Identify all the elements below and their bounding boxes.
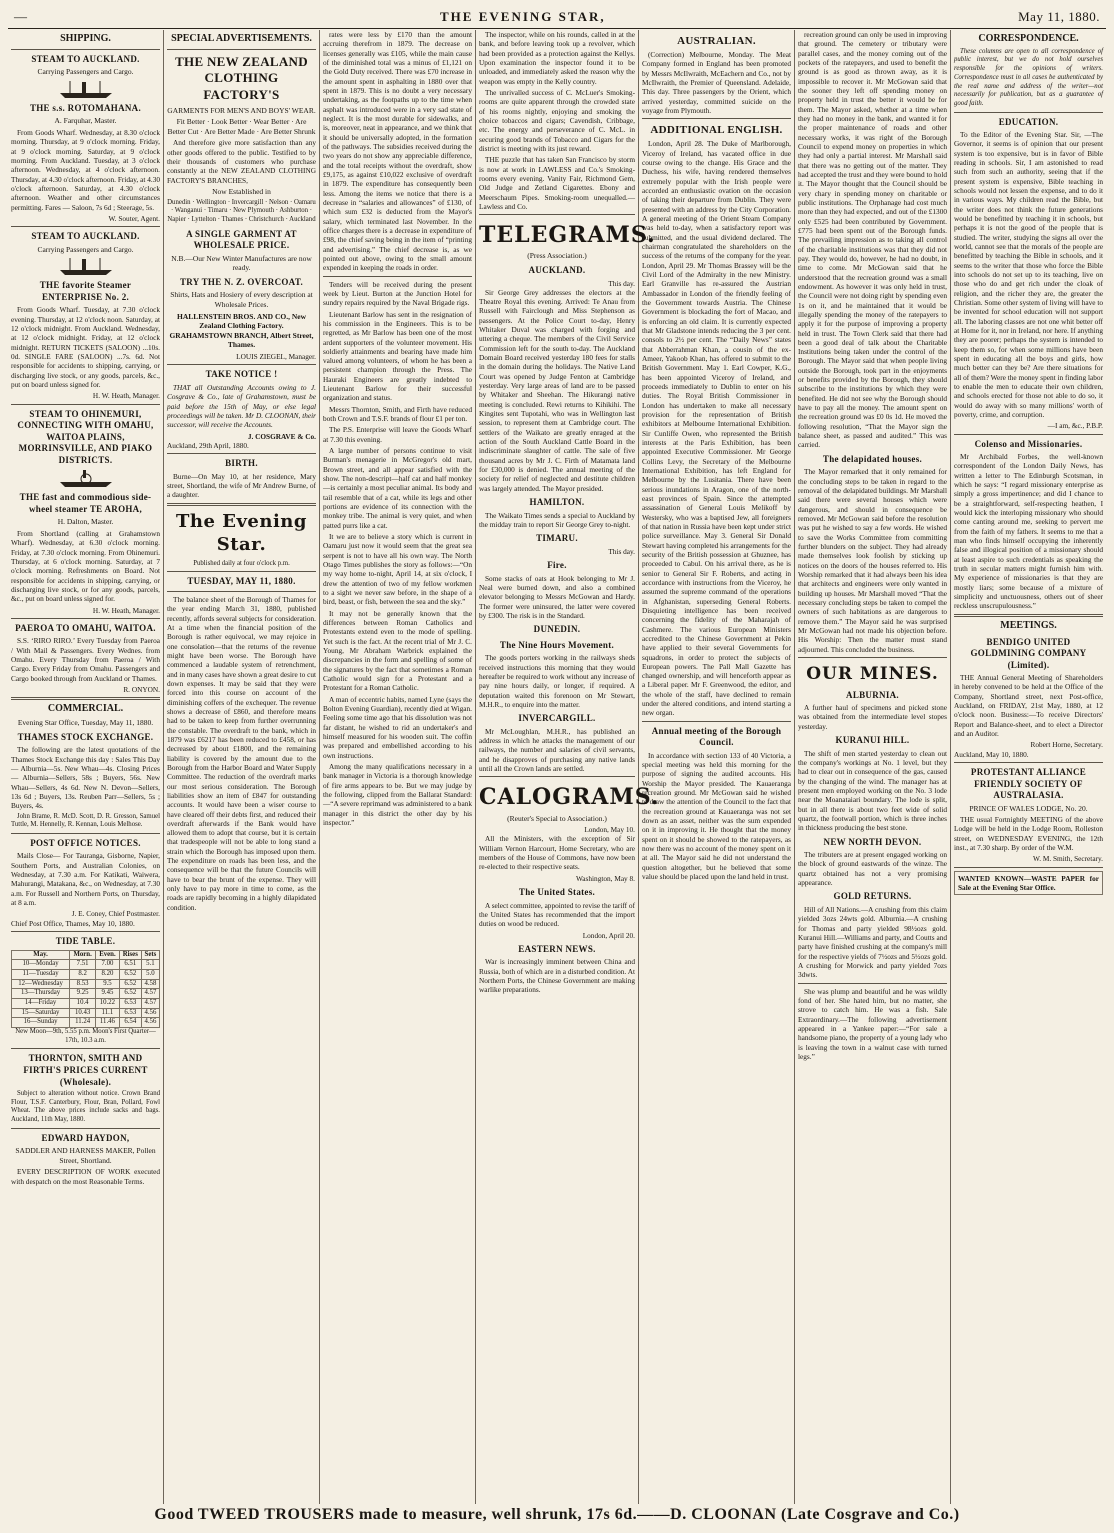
paper-subtitle: Published daily at four o'clock p.m. — [193, 559, 290, 567]
tide-cell: 7.51 — [70, 960, 96, 970]
ad-agent: R. ONYON. — [123, 685, 160, 695]
tide-cell: 13—Thursday — [12, 989, 70, 999]
tide-cell: 5.1 — [141, 960, 159, 970]
ad-body: From Goods Wharf. Wednesday, at 8.30 o'clock morning. Thursday, at 9 o'clock morning. Friday, at 9 o'clock morning. Saturday, at 9 o'clock morning. From Auckland. Tuesday, at 3 o'clock afternoon. Wednesday, at 4 o'clock afternoon. Thursday, at 4.30 o'clock afternoon. Friday, at 4.30 o'clock afternoon. Saturday, at 4.30 o'clock afternoon. Weather and other circumstances permitting. Fares — Saloon, 7s 6d ; Steerage, 5s. — [11, 128, 160, 212]
mine-kuranui: KURANUI HILL. — [835, 735, 910, 746]
nz-nb: N.B.—Our New Winter Manufactures are now ready. — [171, 253, 312, 273]
nz-single-garment: A SINGLE GARMENT AT WHOLESALE PRICE. — [186, 228, 297, 251]
colenso-heading: Colenso and Missionaries. — [974, 438, 1083, 449]
tide-cell: 9.45 — [96, 989, 120, 999]
column-2 — [164, 30, 320, 1504]
ad-body: From Shortland (calling at Grahamstown Wharf). Wednesday, at 6.30 o'clock morning. Friday, at 7.30 o'clock morning. From Ohinemuri. Thursday, at 6 o'clock morning. Saturday, at 7 o'clock morning. Refreshments on Board. Not responsible for accidents in shipping, carrying, or discharging live stock, or for any goods, parcels, &c., put on board unless signed for. — [11, 528, 160, 604]
australian-body: (Correction) Melbourne, Monday. The Meat Company formed in England has been promoted by Messrs McIlwraith, McEachern and Co., not by McIlwraith, the Premier of Queensland. Adelaide, This day. Three passengers by the Orient, which arrived yesterday, committed suicide on the voyage from Plymouth. — [642, 50, 791, 116]
telegram-body: The goods porters working in the railways sheds received instructions this morning that they would hereafter be required to work without any increase of pay nine hours daily, or longer, if required. A deputation waited this forenoon on Mr Stewart, M.H.R., to enquire into the matter. — [479, 653, 635, 709]
tide-header-cell: May. — [12, 950, 70, 960]
protestant-sign: W. M. Smith, Secretary. — [1033, 854, 1103, 864]
gold-returns-heading: GOLD RETURNS. — [833, 891, 912, 902]
table-row — [12, 969, 160, 979]
tide-header-cell: Sets — [141, 950, 159, 960]
post-office-title: POST OFFICE NOTICES. — [30, 837, 141, 848]
masthead-date: May 11, 1880. — [1018, 9, 1100, 24]
united-states-heading: The United States. — [518, 887, 596, 898]
footer-advert: Good TWEED TROUSERS made to measure, well shrunk, 17s 6d.——D. CLOONAN (Late Cosgrave and Co.) — [154, 1506, 960, 1523]
tide-cell: 8.2 — [70, 969, 96, 979]
broker-list: John Brame, R. McD. Scott, D. R. Gresson, Samuel Tuttle, M. Hennelly, R. Kennan, Louis Melhose. — [11, 812, 160, 829]
tide-cell: 4.57 — [141, 999, 159, 1009]
news-item: It we are to believe a story which is current in Oamaru just now it would seem that the great sea serpent is not to have all his own way. The North Otago Times publishes the story as follows:—“On my way home to-night, April 14, at six o'clock, I drew the attention of two of my fellow workmen to a sight we never saw before, in the shape of a bird, beast, or fish, between the sea and the sky.” — [323, 532, 472, 607]
colenso-body: Mr Archibald Forbes, the well-known correspondent of the London Daily News, has written a letter to The Edinburgh Scotsman, in which he says: “I regard missionary enterprise as simply a gross impertinence; and did I chance to be a straightforward, self-respecting heathen, I would kick the interloping missionary who should come canting around me, seeking to pervert me from the faith of my fathers. It seems to me that a man who finds himself occupying the inherently false and illogical position of a missionary should at least aspire to such credentials as speaking the truth in secular matters might furnish him with. My experience of missionaries is that they are mostly liars; some because of a mixture of simplicity and unctuousness, others out of sheer reckless unscrupulousness.” — [954, 452, 1103, 611]
gold-returns-body: Hill of All Nations.—A crushing from this claim yielded 3ozs 24wts gold. Alburnia.—A crushing for Thomas and party yielded 98½ozs gold. Kuranui Hill.—Williams and party, and Coutts and party have finished crushing at the company's mill for the respective yields of 7½ozs and 5½ozs gold. A crushing for Morwick and party yielded 7ozs 3dwts. — [798, 904, 947, 980]
dateline-timaru: TIMARU. — [536, 533, 578, 544]
dateline-invercargill: INVERCARGILL. — [518, 713, 596, 724]
ad-body: From Goods Wharf. Tuesday, at 7.30 o'clock evening. Thursday, at 12 o'clock noon. Saturday, at 12 o'clock midnight. From Auckland. Wednesday, at 12 o'clock midnight. Friday, at 12 o'clock midnight. RETURN TICKETS (SALOON) ...10s. 0d. SINGLE FARE (SALOON) ...7s. 6d. Not responsible for accidents to shipping, carrying, or discharging live stock, or any goods, parcels, &c., put on board unless signed for. — [11, 305, 160, 390]
tide-table — [11, 950, 160, 1029]
table-row — [12, 960, 160, 970]
mine-new-north-devon: NEW NORTH DEVON. — [823, 836, 922, 847]
news-item: A man of eccentric habits, named Lyne (says the Bolton Evening Guardian), recently died at Wigan. Feeling some time ago that his dissolution was not far distant, he wished to rid an undertaker's and himself measured for his wooden suit. The coffin was prepared and embellished according to his own instructions. — [323, 694, 472, 760]
nz-clothing-title: THE NEW ZEALAND CLOTHING FACTORY'S — [175, 53, 308, 103]
our-mines-heading: OUR MINES. — [806, 663, 939, 684]
telegrams-heading: TELEGRAMS. — [479, 222, 656, 249]
education-sign: —I am, &c., P.B.P. — [1047, 421, 1103, 431]
tide-cell: 6.52 — [119, 969, 141, 979]
tide-table-header — [12, 950, 160, 960]
table-row — [12, 999, 160, 1009]
steamship-icon — [56, 256, 116, 276]
prices-body: Subject to alteration without notice. Crown Brand Flour, T.S.F. Canterbury, Flour, Bran, Pollard, Fowl Wheat. The above prices include sacks and bags. Auckland, 11th May, 1880. — [11, 1090, 160, 1124]
moon-phases: New Moon—9th, 5.55 p.m. Moon's First Quarter—17th, 10.3 a.m. — [15, 1028, 156, 1044]
mine-body: The tributers are at present engaged working on the block of ground eastwards of the winze. The quartz obtained has not a very promising appearance. — [798, 850, 947, 888]
ad-title: STEAM TO AUCKLAND. — [31, 231, 140, 242]
table-row — [12, 1008, 160, 1018]
news-item: The P.S. Enterprise will leave the Goods Wharf at 7.30 this evening. — [323, 425, 472, 444]
tide-cell: 9.25 — [70, 989, 96, 999]
ship-name: THE favorite Steamer ENTERPRISE No. 2. — [39, 280, 132, 302]
ad-subtitle: Carrying Passengers and Cargo. — [37, 67, 134, 77]
dateline-washington: Washington, May 8. — [576, 873, 635, 883]
haydon-body: SADDLER AND HARNESS MAKER, Pollen Street, Shortland. — [15, 1146, 156, 1165]
tide-cell: 11.46 — [96, 1018, 120, 1028]
cable-body: All the Ministers, with the exception of Sir William Vernon Harcourt, Home Secretary, who are members of the House of Commons, have now been re-elected to their respective seats. — [479, 834, 635, 872]
ship-name: THE s.s. ROTOMAHANA. — [29, 102, 142, 113]
tide-cell: 5.0 — [141, 969, 159, 979]
section-shipping: SHIPPING. — [60, 33, 111, 44]
ad-body: S.S. ‘RIRO RIRO.’ Every Tuesday from Paeroa / With Mail & Passengers. Every Wednes. from Omahu. Every Thursday from Paeroa / With Cargo. Every Friday from Omahu. Passengers and Cargo booked through from Auckland or Thames. — [11, 636, 160, 683]
birth-body: Burne—On May 10, at her residence, Mary street, Shortland, the wife of Mr Andrew Burne, of a daughter. — [167, 471, 316, 500]
education-letter: To the Editor of the Evening Star. Sir, —The Governor, it seems is of opinion that our present system is too expensive, but is in favor of Bible reading in schools. Sir, I am astonished to read such from such an authority, seeing that if the present system is expensive, Bible teaching in schools would not lessen the expense, and to do it in various ways. My children read the Bible, but the writer does not think the future generations would be benefitted by teaching it in schools, but perhaps it is not the good of the people that is studied. The writer, studying the signs all over the world, cannot see that the morals of the people are benefitted by teaching the Bible in schools, and it seems to the writer that those who force the Bible into schools do not set up to its teaching, live on those who do and get rich under the cloak of religion, and the richer they are, the greater the Christian. Some other system of living will have to be invented for school education will not support all. The laboring classes are not one whit better off at Home for it, nor in Ireland, nor here. If anything they are poorer; perhaps the system is intended to keep them so, for when some millions have been spent in educating all the boys and girls, how much better can they be? Are there situations for all of them? Were the money spent in finding labor to enable the men to educate their own children, and schools erected for those not able to do so, it would do away with so many millions' worth of poverty, crime, and corruption. — [954, 130, 1103, 419]
council-continued: recreation ground can only be used in improving that ground. The cemetery or tributary were parallel cases, and the money coming out of the pockets of the ratepayers, and used to benefit the ground is as good as thrown away, as it is impossible to recover it. Mr McGowan said that the sooner they left off spending money on property held in trust the better it would be for them. The Mayor asked, whether at a time when they had no money in the bank, and wanted it for the proper maintenance of roads and other necessary works, it was right of the Borough Council to expend money on properties in which they had only a partial interest. Mr Marshall said that there was no getting out of the matter. They had accepted the trust and they were bound to hold it. The Mayor thought that the Council should be very chary in spending money on charitable or public institutions. The Orphanage had cost much more than they had expected, and out of the £1300 only £525 had been contributed by Government. £775 had been spent out of the Borough funds. The prevailing impression as to taking all control of the charitable institutions was that they did not pay. They would do, however, he had no doubt, in time to come. Mr McGowan said that he understood that the recreation ground was a small endowment. As however it was only held in trust, the Council were not doing right by spending even 1s on it, and he maintained that it would be illegally spending the money of the ratepayers to apply it for the purpose of improving a property held in trust. The Town Clerk said that there had been a good deal of talk about the Charitable Institutions being taken under the control of the Borough. The Mayor said that when people living outside the Borough, took part in the enjoyments or benefits provided by the Borough, they should subscribe to the institutions by which they were benefited. He did not see why the Borough should have to pay all the money. The amount spent on the recreation ground was £0 0s 1d. He moved the following resolution, “That the Mayor sign the balance sheet, as passed and audited.” This was carried. — [798, 30, 947, 450]
tide-cell: 4.56 — [141, 1008, 159, 1018]
misc-paragraph: She was plump and beautiful and he was wildly fond of her. She hated him, but no matter, she strove to catch him. He was a fish. Sale Extraordinary.—The following advertisement appeared in a Yankee paper:—“For sale a handsome piano, the property of a young lady who is leaving the town in a walnut case with turned legs.” — [798, 986, 947, 1061]
telegram-body: Mr McLoughlan, M.H.R., has published an address in which he attacks the management of our railways, the number and salaries of civil servants, and he disapproves of purchasing any native lands until all the Crown lands are settled. — [479, 726, 635, 774]
work-ad: EVERY DESCRIPTION OF WORK executed with despatch on the most Reasonable Terms. — [11, 1167, 160, 1186]
tide-cell: 10—Monday — [12, 960, 70, 970]
bendigo-title: BENDIGO UNITED GOLDMINING COMPANY (Limited). — [970, 636, 1087, 670]
notice-sign: J. COSGRAVE & Co. — [247, 431, 316, 441]
tide-cell: 7.00 — [96, 960, 120, 970]
mine-body: A further haul of specimens and picked stone was obtained from the intermediate level stopes yesterday. — [798, 703, 947, 731]
nz-clothing-body: And therefore give more satisfaction than any other goods offered to the public. Testified to by their thousands of customers who purchase constantly at the NEW ZEALAND CLOTHING FACTORY'S BRANCHES, — [167, 138, 316, 185]
steamship-icon — [56, 468, 116, 488]
commercial-dateline: Evening Star Office, Tuesday, May 11, 1880. — [17, 718, 154, 728]
tide-cell: 6.52 — [119, 989, 141, 999]
dateline-london: London, April 20. — [582, 930, 635, 940]
steamship-icon — [56, 79, 116, 99]
dateline-hamilton: HAMILTON. — [529, 497, 585, 508]
columns — [8, 30, 1106, 1504]
column-5 — [639, 30, 795, 1504]
exchange-title: THAMES STOCK EXCHANGE. — [17, 731, 154, 742]
tide-header-cell: Even. — [96, 950, 120, 960]
news-item: It may not be generally known that the differences between Roman Catholics and Protestants extend even to the mode of spelling. Yet such is the fact. At the recent trial of Mr J. C. Young, Mr Abraham Warbrick explained the discrepancies in the form and spelling of some of the signatures by the fact that sometimes a Roman Catholic would sign for a Protestant and a Protestant for a Roman Catholic. — [323, 608, 472, 693]
puzzle-ad: THE puzzle that has taken San Francisco by storm is now at work in LAWLESS and Co.'s Smoking-rooms every evening. Vanity Fair, Richmond Gem, Old Judge and Zetland Cigarettes. Ebony and Meerschaum Pipes. Smoking-room unequalled.—Lawless and Co. — [479, 155, 635, 211]
tide-cell: 4.57 — [141, 989, 159, 999]
masthead-title: THE EVENING STAR, — [440, 9, 606, 24]
protestant-body: THE usual Fortnightly MEETING of the above Lodge will be held in the Lodge Room, Rolleston street, on WEDNESDAY EVENING, the 12th inst., at 7.30 sharp. By order of the W.M. — [954, 815, 1103, 853]
exchange-body: The following are the latest quotations of the Thames Stock Exchange this day : Sales This Day— Alburnia—5s. New Whau—4s. Closing Prices— Alburnia—Sellers, 58s ; Buyers, 56s. New Whau—Sellers, 4s 6d. New N. Devon—Sellers, 13s 6d ; Buyers, 13s. Reuben Parr—Sellers, 5s ; Buyers, 4s. — [11, 745, 160, 811]
wanted-known-ad: WANTED KNOWN—WASTE PAPER for Sale at the Evening Star Office. — [954, 871, 1103, 896]
ship-master: H. Dalton, Master. — [57, 517, 114, 527]
bendigo-sign: Robert Horne, Secretary. — [1030, 740, 1103, 750]
dateline-auckland: AUCKLAND. — [528, 264, 586, 275]
tide-cell: 8.20 — [96, 969, 120, 979]
tide-cell: 4.58 — [141, 979, 159, 989]
tide-cell: 10.43 — [70, 1008, 96, 1018]
eastern-news-heading: EASTERN NEWS. — [518, 943, 596, 954]
ad-title: PAEROA TO OMAHU, WAITOA. — [15, 622, 156, 633]
nz-overcoat: TRY THE N. Z. OVERCOAT. — [179, 276, 304, 287]
delapidated-houses-body: The Mayor remarked that it only remained for the concluding steps to be taken in regard to the removal of the delapidated buildings. Mr Marshall said there were several houses which were dangerous, and should in consequence be removed. Mr McGowan said before the resolution was put he wished to say a few words. He wished to save the Works Committee from committing further blunders on the subject. They had already made themselves look foolish by sticking up notices on the doors of the houses referred to. His Worship remarked that it had always been his idea that architects and engineers were only wanted in building up houses. Mr Marshall moved “That the necessary concluding steps be taken to compel the owners of such habitations as are dangerous to remove them.” The Mayor said he was surprised Mr McGowan had not made his objection before. His Worship: Then the matter must stand adjourned. This concluded the business. — [798, 467, 947, 654]
nz-shirts: Shirts, Hats and Hosiery of every description at Wholesale Prices. — [170, 290, 313, 310]
dateline-day: This day. — [608, 546, 635, 556]
post-office-sign: J. E. Coney, Chief Postmaster. — [71, 909, 160, 919]
editorial-continued: rates were less by £170 than the amount accruing therefrom in 1879. The decrease on licenses generally was £105, while the main cause of the diminished total was a minus of £1,121 on the Gold Duty received. There was £70 increase in the amount spent in asphalting in 1880 over that spent in 1879. This is no doubt a very necessary undertaking, as the footpaths up to the time when asphalt was introduced were in a very sad state of neglect. It is the most durable for sidewalks, and is, moreover, neat in appearance, and we think that it should be universally adopted, in the formation of the pathways. The subsidies received during the two years do not show any appreciable difference, and the total receipts without the overdraft, show £9,175, as against £10,022 exclusive of overdraft in 1879. The expenditure has consequently been less. Among the items we notice that there is a decrease in “salaries and allowances” of £130, of which sum £32 is deducted from the Mayor's salary, which terminated last November. In the office charges there is a decrease in expenditure of £98, the chief saving being in the item of “printing and advertising.” The chief decrease is, as we pointed out above, owing to the small amount expended in keeping the roads in order. — [323, 30, 472, 273]
australian-heading: AUSTRALIAN. — [677, 35, 756, 47]
tide-cell: 6.53 — [119, 1008, 141, 1018]
bendigo-body: THE Annual General Meeting of Shareholders in hereby convened to be held at the Office of the Company, Shortland street, next Post-office, Auckland, on FRIDAY, 21st May, 1880, at 12 o'clock noon. Business:—To receive Directors' Report and Balance-sheet, and to elect a Director and an Auditor. — [954, 673, 1103, 739]
telegram-body: Some stacks of oats at Hook belonging to Mr J. Neal were burned down, and also a combined elevator belonging to Messrs McGowan and Hardy. The former were uninsured, the latter were covered by £300. The risk is in the Standard. — [479, 573, 635, 620]
tide-cell: 12—Wednesday — [12, 979, 70, 989]
borough-council-body: In accordance with section 133 of 40 Victoria, a special meeting was held this morning for the purpose of signing the audited accounts. His Worship the Mayor presided. The Kauaeranga recreation ground. Mr McGowan said he wished to draw the attention of the Council to the fact that the recreation ground at Kauaeranga was not set down as an asset, neither was the sum expended on it in improving it. He thought that the money spent on it should be showed to the ratepayers, as now there was no account of the money spent on it at all. The Mayor said he did not understand the question altogether, but he believed that some value should be placed upon the land held in trust. — [642, 750, 791, 882]
section-meetings: MEETINGS. — [1000, 619, 1057, 631]
education-heading: EDUCATION. — [998, 116, 1059, 127]
cable-body: A select committee, appointed to revise the tariff of the United States has recommended that the import duties on wood be reduced. — [479, 900, 636, 929]
tide-cell: 10.4 — [70, 999, 96, 1009]
tide-table-title: TIDE TABLE. — [55, 936, 116, 947]
press-association: (Press Association.) — [527, 251, 587, 261]
protestant-title: PROTESTANT ALLIANCE FRIENDLY SOCIETY OF AUSTRALASIA. — [970, 767, 1087, 801]
nz-manager: LOUIS ZIEGEL, Manager. — [236, 352, 316, 362]
reuter-special: (Reuter's Special to Association.) — [507, 813, 607, 823]
ad-title: STEAM TO AUCKLAND. — [31, 53, 140, 64]
nz-clothing-sub: GARMENTS FOR MEN'S AND BOYS' WEAR. — [167, 105, 316, 115]
prices-title: THORNTON, SMITH AND FIRTH'S PRICES CURRENT (Wholesale). — [23, 1053, 148, 1087]
section-special-ads: SPECIAL ADVERTISEMENTS. — [171, 33, 312, 44]
tide-cell: 15—Saturday — [12, 1008, 70, 1018]
haydon-title: EDWARD HAYDON, — [41, 1132, 130, 1143]
telegram-body: The Waikato Times sends a special to Auckland by the midday train to report Sir George Grey to-night. — [479, 510, 635, 529]
news-item: A large number of persons continue to visit Burman's menagerie in McGregor's old mart, Brown street, and all appear satisfied with the show. The non-descript—half cat and half monkey—is certainly a most peculiar animal. Its body and tail resemble that of a cat, while its legs and other portions are evidence of its connection with the monkey tribe. The animal is very quiet, and when patted purrs like a cat. — [323, 446, 472, 530]
news-item: The inspector, while on his rounds, called in at the bank, and before leaving took up a revolver, which had been provided as a protection against the Kellys. Upon examination the inspector found it to be unloaded, and immediately asked the reason why the weapon was empty in the Kelly country. — [479, 30, 635, 86]
tide-cell: 6.54 — [119, 1018, 141, 1028]
tide-cell: 8.53 — [70, 979, 96, 989]
ad-agent: H. W. Heath, Manager. — [92, 605, 160, 615]
additional-english-heading: ADDITIONAL ENGLISH. — [650, 124, 783, 137]
tide-cell: 6.52 — [119, 979, 141, 989]
post-office-date: Chief Post Office, Thames, May 10, 1880. — [11, 918, 135, 928]
borough-council-heading: Annual meeting of the Borough Council. — [651, 725, 782, 748]
tide-cell: 6.53 — [119, 999, 141, 1009]
telegram-body: Sir George Grey addresses the electors at the Theatre Royal this evening. Arrived: Te Anau from Russell with Fairclough and Miss Stephenson as passengers. At the Police Court to-day, Henry Whitaker Duval was charged with forging and uttering a cheque. The members of the Civil Service Commission left for the south to-day. The Auckland Domain Board received yesterday 180 fees for stalls in the domain during the holidays. The Native Land Court was opened by Judge Fenton at Cambridge yesterday. Very large areas of land are to be passed by Whitaker and Sheehan. The Hikurangi native meeting is concluded. Rewi returns to Kihikihi. The Kingites sent Tupotahi, who was in Wellington last session, to represent them at Cambridge court. The settlers of the Waikato are greatly enraged at the action of the South Auckland Cattle Board in the indiscriminate slaughter of cattle. The sale of five thousand acres by Mr J. C. Firth of Matamata land for £30,000 is denied. The annual meeting of the society for relief of neglected and destitute children was largely attended. The Mayor presided. — [479, 287, 635, 493]
additional-english-body: London, April 28. The Duke of Marlborough, Viceroy of Ireland, has vacated office in due course owing to the change. His Grace and the Duchess, his wife, having rendered themselves extremely popular with the Irish people were accorded an enthusiastic ovation on the occasion of taking their departure from Dublin. They were presented with an address by the City Corporation. A general meeting of the Orient Steam Company was held to-day, when a satisfactory report was submitted, and the usual dividend declared. The chairman congratulated the shareholders on the success of the returns of the company for the year. London, April 29. Mr Thomas Brassey will be the Civil Lord of the Admiralty in the new Ministry. Earl Granville has re-assured the Austrian Ambassador in London of the friendly feeling of the Government towards Austria. The Chinese Government is blockading the fort of Macao, and is enforcing an old claim. It is currently expected that Mr Gladstone intends reducing the 3 per cent. consols to 2½ per cent. The “Daily News” states that Abberrahman Khan, a cousin of the ex-Ameer, Yakoob Khan, has offered to submit to the British Government. May 1. Earl Cowper, K.G., has been appointed Viceroy of Ireland, and proceeds immediately to Dublin to enter on his duties. The Royal British Commissioner in London has undertaken to make all necessary provision for the representation of British exhibitors at Melbourne International Exhibition. Sir Cunliffe Owen, who represented the British interests at the Paris Exhibition, has been appointed Executive Commissioner. Mr George Collins Levy, the Secretary of the Melbourne International Exhibition, has left England for Melbourne by the Lusitania. There have been serious inundations in Aragon, one of the north-east provinces of Spain. Since the attempted assassination of General Louis Melikoff by Westersky, who was a baptised Jew, all foreigners of that nation in Russia have been kept under strict police surveillance. May 3. General Sir Donald Stewart having completed his arrangements for the security of the British possession at Ghuznee, has proceeded to Cabul. On his arrival there, as he is senior to General Sir F. Roberts, and acting in accordance with instructions from the Viceroy, he assumed the supreme command of the operations in Afghanistan, superseding General Roberts. Disquieting intelligence has been received concerning the fidelity of the Maharajah of Cashmere. The various European Ministers accredited to the Chinese Government at Pekin have applied to their several Governments for squadrons, in order to protect the subjects of European powers. The Pall Mall Gazette has changed ownership, and will henceforth appear as a Liberal paper. Mr F. Greenwood, the editor, and the whole of the staff, have declined to remain under the altered conditions, and intend starting a new organ. — [642, 139, 791, 718]
notice-body: THAT all Outstanding Accounts owing to J. Cosgrave & Co., late of Grahamstown, must be paid before the 15th of May, or else legal proceedings will be taken. Mr D. CLOONAN, their successor, will receive the Accounts. — [167, 382, 316, 430]
news-item: Messrs Thornton, Smith, and Firth have reduced both Crown and T.S.F. brands of flour £1 per ton. — [323, 404, 472, 424]
ad-agent: H. W. Heath, Manager. — [92, 391, 160, 401]
column-6 — [795, 30, 951, 1504]
column-1 — [8, 30, 164, 1504]
column-7 — [951, 30, 1106, 1504]
table-row — [12, 979, 160, 989]
mcluer-ad: The unrivalled success of C. McLuer's Smoking-rooms are quite apparent through the crowded state of his rooms nightly, enjoying and smoking the choice tobaccos and cigars; Cavendish, Cribbage, etc. The energy and perseverance of C. McL. in securing good brands of Tobacco and Cigars for the district is meeting with its just reward. — [479, 87, 635, 153]
tide-cell: 9.5 — [96, 979, 120, 989]
tide-cell: 11.24 — [70, 1018, 96, 1028]
tide-cell: 10.22 — [96, 999, 120, 1009]
table-row — [12, 1018, 160, 1028]
masthead — [8, 6, 1106, 29]
section-correspondence: CORRESPONDENCE. — [978, 33, 1079, 44]
bendigo-date: Auckland, May 10, 1880. — [954, 749, 1029, 759]
notice-date: Auckland, 29th April, 1880. — [167, 440, 249, 450]
editorial-text: The balance sheet of the Borough of Thames for the year ending March 31, 1880, published recently, affords several subjects for consideration. At a time when the financial position of the Borough is rather equivocal, we may rejoice in one consolation—that the returns of the revenue might have been worse. The Borough have commenced a laudable system of retrenchment, and in many cases have shown a great desire to cut down expenses. It may be said that they were forced into this course on account of the diminishing coffers of the exchequer. The revenue shows a decrease of £860, and therefore means had to be taken to keep from further overrunning the constable. The overdraft to the bank, which in 1879 was £6217 has been reduced to £458, or has decreased by about £1800, and the remaining liability is covered by the amount due to the Borough from the Harbor Board and Water Supply Committee. The reduction of the overdraft marks our most serious consideration. The Borough liabilities show an item of £847 for outstanding accounts. It would have been a wiser course to have cleared off their debts first, and reduced their overdraft afterwards if the Bank would have allowed them to adopt that course, but it is certain that tradespeople will not be able to long stand a strain which the Borough has imposed upon them. The expenditure on roads has been less, and the consequence will be that the future Councils will have to bear the brunt of the expense. They will only have to pay more in time to come, as the roads are rapidly becoming in a highly dilapidated condition. — [167, 594, 316, 912]
column-3 — [320, 30, 476, 1504]
tide-header-cell: Rises — [119, 950, 141, 960]
dateline-dunedin: DUNEDIN. — [533, 624, 581, 635]
section-commercial: COMMERCIAL. — [47, 703, 124, 715]
tide-cell: 6.51 — [119, 960, 141, 970]
calograms-heading: CALOGRAMS. — [479, 784, 660, 811]
tide-cell: 14—Friday — [12, 999, 70, 1009]
delapidated-houses-heading: The delapidated houses. — [822, 453, 923, 464]
tide-cell: 11.1 — [96, 1008, 120, 1018]
table-row — [12, 989, 160, 999]
cable-body: War is increasingly imminent between China and Russia, both of which are in a disturbed condition. At Northern Ports, the Chinese Government are making warlike preparations. — [479, 957, 635, 995]
ad-subtitle: Carrying Passengers and Cargo. — [37, 244, 134, 254]
tide-header-cell: Morn. — [70, 950, 96, 960]
mine-alburnia: ALBURNIA. — [846, 689, 899, 700]
tide-cell: 16—Sunday — [12, 1018, 70, 1028]
paper-title: The Evening Star. — [176, 510, 307, 555]
mine-body: The shift of men started yesterday to clean out the company's workings at No. 1 level, but they had to clear out in consequence of the gas, caused by the changing of the wind. The manager has at present men employed working on the No. 3 lode near the Moanataiari boundary. The lode is split, but in all there is about two feet wide of solid quartz, the footwall portion, which is three inches in thickness producing the best stone. — [798, 748, 947, 833]
nz-firm: HALLENSTEIN BROS. AND CO., New Zealand Clothing Factory. GRAHAMSTOWN BRANCH, Albert Street, Thames. — [169, 311, 314, 350]
tide-cell: 4.56 — [141, 1018, 159, 1028]
news-item: Lieutenant Barlow has sent in the resignation of his commission in the Engineers. This is to be regretted, as Mr Barlow has been one of the most ardent supporters of the volunteer movement. His soldierly attainments and bearing have made him valued among volunteers, of whom he has been a persistent champion through the Press. The Hauraki Engineers are greatly indebted to Lieutenant Barlow for their successful organization and status. — [323, 309, 472, 403]
column-4 — [476, 30, 660, 1504]
fire-heading: Fire. — [547, 560, 567, 571]
dateline-london: London, May 10. — [584, 825, 635, 835]
nine-hours-heading: The Nine Hours Movement. — [499, 639, 615, 650]
ship-name: THE fast and commodious side-wheel steamer TE AROHA, — [19, 492, 152, 514]
ad-title: STEAM TO OHINEMURI, CONNECTING WITH OMAHU, WAITOA PLAINS, MORRINSVILLE, AND PIAKO DISTRICTS. — [17, 408, 154, 465]
notice-title: TAKE NOTICE ! — [205, 369, 278, 380]
correspondence-note: These columns are open to all correspondence of public interest, but we do not hold ourselves responsible for the opinions of writers. Correspondence must in all cases be authenticated by the real name and address of the writer—not necessarily for publication, but as a guarantee of good faith. — [954, 47, 1103, 107]
post-office-body: Mails Close— For Tauranga, Gisborne, Napier, Southern Ports, and Australian Colonies, on Wednesday, at 7.30 a.m. For Katikati, Waiwera, Mahurangi, Matakana, &c., on Wednesday, at 7.30 a.m. For Russell and Northern Ports, on Thursday, at 8 a.m. — [11, 851, 160, 908]
protestant-lodge: PRINCE OF WALES LODGE, No. 20. — [969, 803, 1088, 813]
nz-towns: Dunedin · Wellington · Invercargill · Nelson · Oamaru · Wanganui · Timaru · New Plymouth · Ashburton · Napier · Lyttelton · Thames · Christchurch · Auckland — [167, 198, 316, 224]
dateline-day: This day. — [608, 278, 635, 288]
ship-master: A. Farquhar, Master. — [54, 116, 117, 126]
news-item: Tenders will be received during the present week by Lieut. Burton at the Junction Hotel for sundry repairs required by the Naval Brigade rigs. — [323, 279, 472, 308]
tide-cell: 11—Tuesday — [12, 969, 70, 979]
news-item: Among the many qualifications necessary in a bank manager in Victoria is a thorough knowledge of fire arms appears to be. But we may judge by the following, clipped from the Ballarat Standard:—“A severe reprimand was administered to a bank manager in this district the other day by his inspector.” — [323, 761, 472, 827]
birth-title: BIRTH. — [225, 458, 258, 469]
masthead-left: — — [14, 9, 28, 24]
nz-now-established: Now Established in — [212, 187, 271, 197]
nz-clothing-list: Fit Better · Look Better · Wear Better · Are Better Cut · Are Better Made · Are Better Shrunk — [167, 117, 316, 136]
ad-agent: W. Souter, Agent. — [108, 213, 160, 223]
paper-date: TUESDAY, MAY 11, 1880. — [187, 576, 296, 587]
